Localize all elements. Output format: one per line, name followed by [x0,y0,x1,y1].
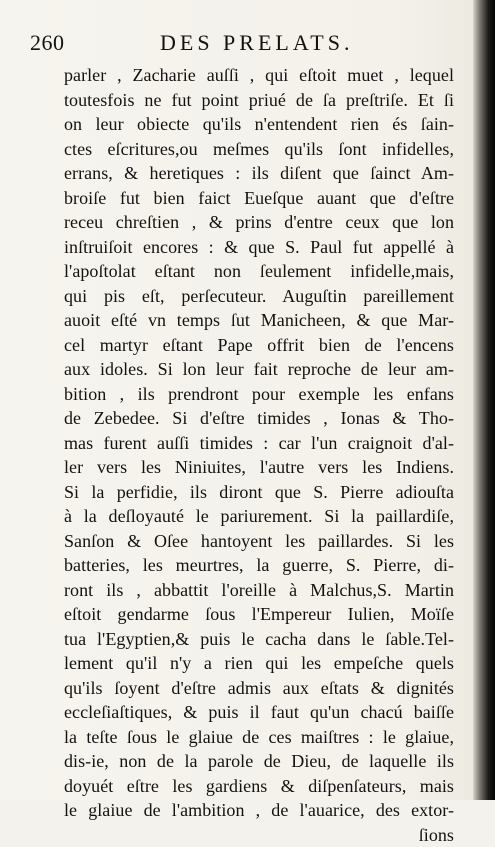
text-line: inſtruiſoit encores : & que S. Paul fut appellé à [64,235,454,260]
book-spine-shadow [473,0,495,800]
text-line: le glaiue de l'ambition , de l'auarice, des extor- [64,798,454,823]
text-line: à la deſloyauté le pariurement. Si la paillardiſe, [64,504,454,529]
page-header [30,30,450,58]
text-line: l'apoſtolat eſtant non ſeulement infidelle,mais, [64,259,454,284]
body-text [64,63,454,847]
text-line: cel martyr eſtant Pape offrit bien de l'encens [64,333,454,358]
text-line: ler vers les Niniuites, l'autre vers les Indiens. [64,455,454,480]
text-line: aux idoles. Si lon leur fait reproche de leur am- [64,357,454,382]
text-line: ront ils , abbattit l'oreille à Malchus,S. Martin [64,578,454,603]
text-line: auoit eſté vn temps ſut Manicheen, & que Mar- [64,308,454,333]
text-line: batteries, les meurtres, la guerre, S. Pierre, di- [64,553,454,578]
text-line: errans, & heretiques : ils diſent que ſainct Am- [64,161,454,186]
text-line: de Zebedee. Si d'eſtre timides , Ionas & Tho- [64,406,454,431]
text-line: eccleſiaſtiques, & puis il faut qu'un chacú baiſſe [64,700,454,725]
page-number: 260 [30,30,65,56]
text-line: Sanſon & Oſee hantoyent les paillardes. Si les [64,529,454,554]
text-line: tua l'Egyptien,& puis le cacha dans le ſable.Tel- [64,627,454,652]
text-line: ctes eſcritures,ou meſmes qu'ils ſont infidelles, [64,137,454,162]
running-title: DES PRELATS. [160,30,353,56]
text-line: lement qu'il n'y a rien qui les empeſche quels [64,651,454,676]
text-line: la teſte ſous le glaiue de ces maiſtres : le glaiue, [64,725,454,750]
text-line: qu'ils ſoyent d'eſtre admis aux eſtats & dignités [64,676,454,701]
text-line: dis-ie, non de la parole de Dieu, de laquelle ils [64,749,454,774]
text-line: doyuét eſtre les gardiens & diſpenſateurs, mais [64,774,454,799]
text-line: qui pis eſt, perſecuteur. Auguſtin pareillement [64,284,454,309]
text-line: on leur obiecte qu'ils n'entendent rien és ſain- [64,112,454,137]
text-line: broiſe fut bien faict Eueſque auant que d'eſtre [64,186,454,211]
text-line: bition , ils prendront pour exemple les enfans [64,382,454,407]
text-line: parler , Zacharie auſſi , qui eſtoit muet , lequel [64,63,454,88]
text-line: toutesfois ne fut point priué de ſa preſtriſe. Et ſi [64,88,454,113]
text-line: mas furent auſſi timides : car l'un craignoit d'al- [64,431,454,456]
text-line: Si la perfidie, ils diront que S. Pierre adiouſta [64,480,454,505]
catchword: ſions [64,823,454,847]
text-line: eſtoit gendarme ſous l'Empereur Iulien, Moïſe [64,602,454,627]
text-line: receu chreſtien , & prins d'entre ceux que lon [64,210,454,235]
